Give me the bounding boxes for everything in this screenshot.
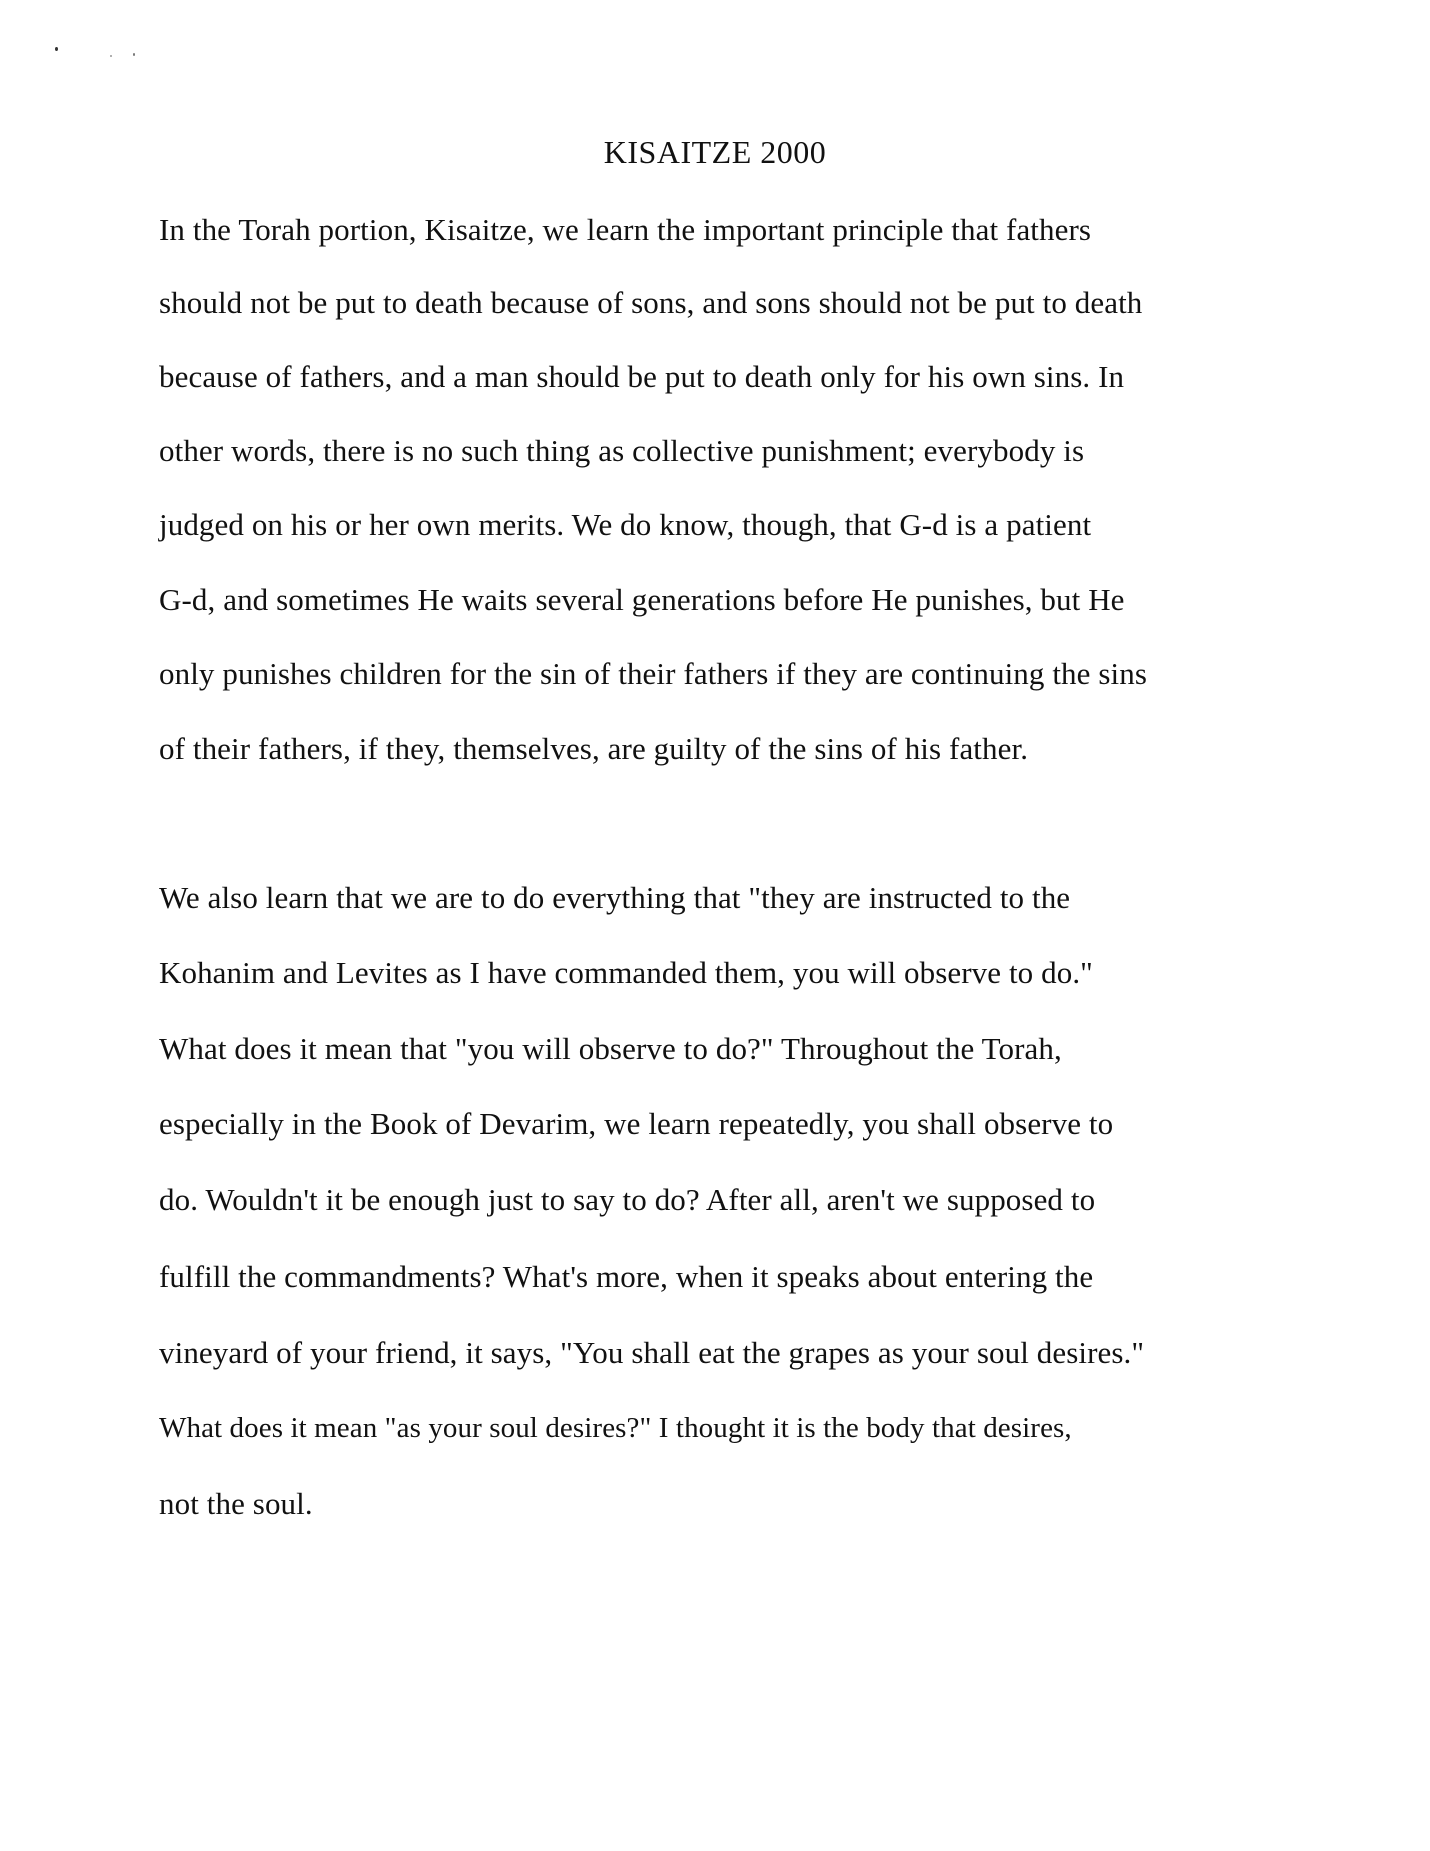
text-line: G-d, and sometimes He waits several generations before He punishes, but He [159, 582, 1125, 617]
text-line: not the soul. [159, 1486, 313, 1521]
text-line: In the Torah portion, Kisaitze, we learn the important principle that fathers [159, 212, 1092, 247]
scan-speck [55, 47, 58, 51]
page-title: KISAITZE 2000 [603, 134, 827, 170]
scan-speck [110, 55, 112, 57]
scan-speck [133, 53, 135, 56]
text-line: We also learn that we are to do everything that "they are instructed to the [159, 880, 1071, 915]
text-line: because of fathers, and a man should be put to death only for his own sins. In [159, 359, 1125, 394]
text-line: only punishes children for the sin of their fathers if they are continuing the sins [159, 656, 1148, 691]
text-line: other words, there is no such thing as collective punishment; everybody is [159, 433, 1085, 468]
text-line: of their fathers, if they, themselves, are guilty of the sins of his father. [159, 731, 1029, 766]
text-line: should not be put to death because of sons, and sons should not be put to death [159, 285, 1143, 320]
text-line: judged on his or her own merits. We do know, though, that G-d is a patient [159, 507, 1092, 542]
text-line: What does it mean that "you will observe to do?" Throughout the Torah, [159, 1031, 1062, 1066]
text-line: What does it mean "as your soul desires?" I thought it is the body that desires, [159, 1412, 1072, 1444]
text-line: Kohanim and Levites as I have commanded them, you will observe to do." [159, 955, 1093, 990]
text-line: vineyard of your friend, it says, "You shall eat the grapes as your soul desires." [159, 1335, 1145, 1370]
text-line: do. Wouldn't it be enough just to say to do? After all, aren't we supposed to [159, 1182, 1096, 1217]
text-line: fulfill the commandments? What's more, when it speaks about entering the [159, 1259, 1094, 1294]
text-line: especially in the Book of Devarim, we learn repeatedly, you shall observe to [159, 1106, 1114, 1141]
